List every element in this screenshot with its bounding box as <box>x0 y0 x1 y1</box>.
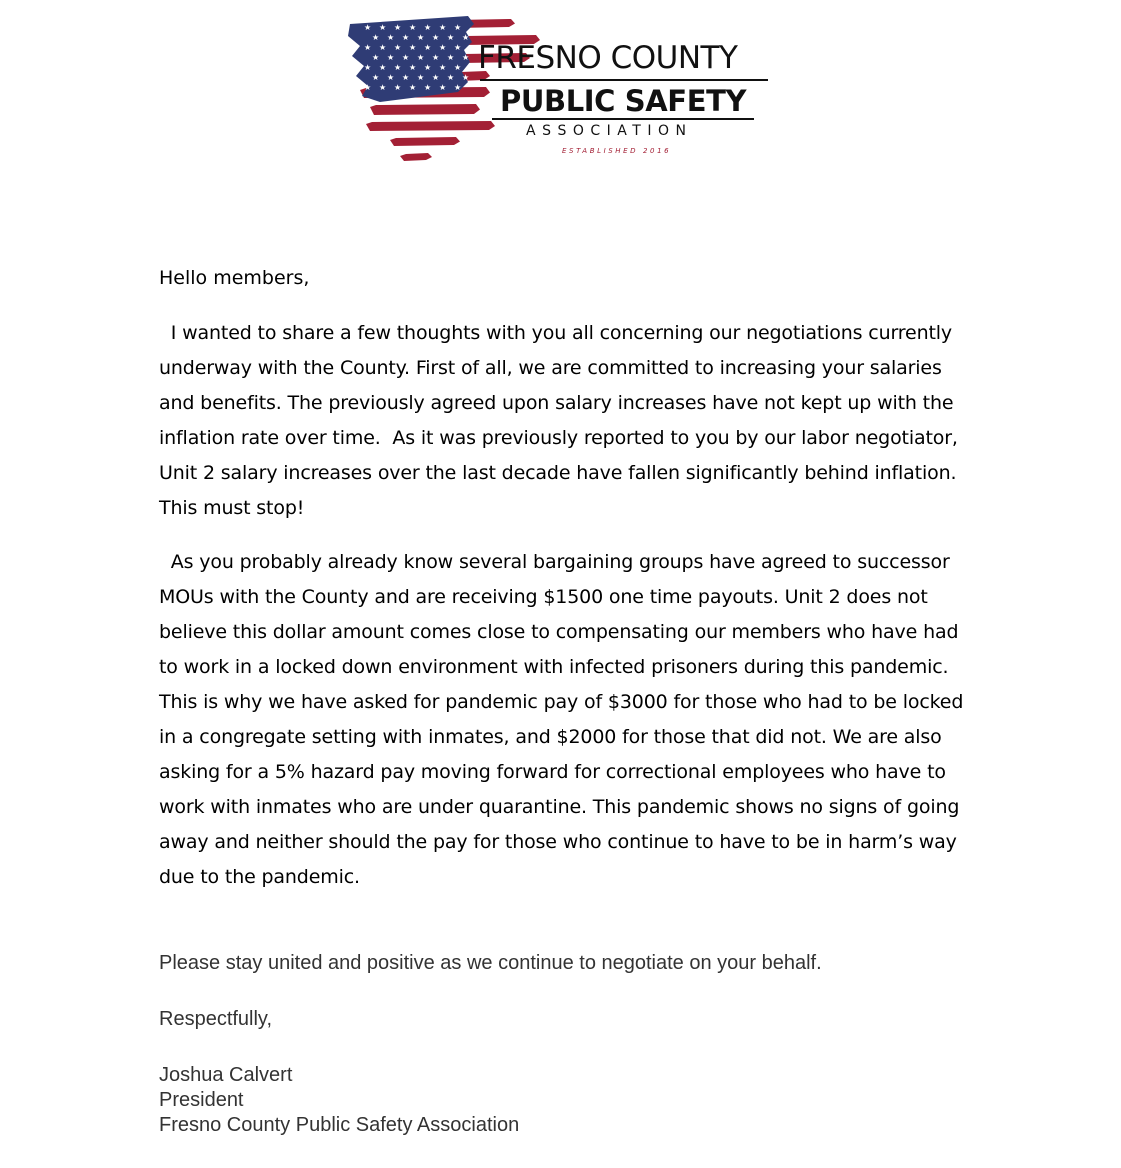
logo-title-line1: FRESNO COUNTY <box>478 40 738 76</box>
flag-star: ★ <box>379 23 387 32</box>
signature-name: Joshua Calvert <box>159 1064 293 1086</box>
flag-star: ★ <box>454 83 462 92</box>
flag-star: ★ <box>379 63 387 72</box>
flag-star: ★ <box>387 73 395 82</box>
flag-star: ★ <box>462 53 470 62</box>
paragraph-pandemic-pay: As you probably already know several bargaining groups have agreed to successor MOUs with the County and are receiving $1500 one time payouts. Unit 2 does not believe this dollar amount comes close to compensating our members who have had to work in a locked down environment with infected prisoners during this pandemic. This is why we have asked for pandemic pay of $3000 for those who had to be locked in a congregate setting with inmates, and $2000 for those that did not. We are also asking for a 5% hazard pay moving forward for correctional employees who have to work with inmates who are under quarantine. This pandemic shows no signs of going away and neither should the pay for those who continue to have to be in harm’s way due to the pandemic. <box>159 551 970 888</box>
signature-title: President <box>159 1089 244 1111</box>
flag-star: ★ <box>372 53 380 62</box>
logo-title-line3: ASSOCIATION <box>526 123 693 139</box>
flag-star: ★ <box>424 23 432 32</box>
flag-star: ★ <box>417 73 425 82</box>
flag-star: ★ <box>454 63 462 72</box>
logo-rule-top <box>480 79 768 81</box>
flag-star: ★ <box>394 83 402 92</box>
flag-star: ★ <box>439 83 447 92</box>
flag-star: ★ <box>432 73 440 82</box>
flag-star: ★ <box>364 83 372 92</box>
flag-star: ★ <box>424 83 432 92</box>
flag-star: ★ <box>409 83 417 92</box>
logo-established: ESTABLISHED 2016 <box>562 147 672 155</box>
flag-star: ★ <box>372 73 380 82</box>
flag-star: ★ <box>439 43 447 52</box>
flag-star: ★ <box>364 63 372 72</box>
flag-star: ★ <box>432 53 440 62</box>
flag-star: ★ <box>409 23 417 32</box>
logo-rule-bottom <box>492 118 754 120</box>
signature-block <box>159 1063 969 1138</box>
flag-star: ★ <box>402 33 410 42</box>
flag-star: ★ <box>424 63 432 72</box>
flag-star: ★ <box>409 63 417 72</box>
flag-stripe <box>400 153 432 161</box>
flag-star: ★ <box>454 23 462 32</box>
regards-line: Respectfully, <box>159 1008 273 1030</box>
flag-star: ★ <box>394 23 402 32</box>
flag-star: ★ <box>402 53 410 62</box>
flag-star: ★ <box>387 33 395 42</box>
flag-star: ★ <box>447 73 455 82</box>
flag-star: ★ <box>379 83 387 92</box>
flag-stripe <box>370 104 480 115</box>
signature-organization: Fresno County Public Safety Association <box>159 1114 520 1136</box>
flag-star: ★ <box>409 43 417 52</box>
flag-star: ★ <box>439 63 447 72</box>
association-logo <box>340 10 780 170</box>
flag-star: ★ <box>379 43 387 52</box>
flag-star: ★ <box>394 63 402 72</box>
flag-star: ★ <box>447 53 455 62</box>
flag-stripe <box>390 137 460 146</box>
flag-star: ★ <box>387 53 395 62</box>
salutation: Hello members, <box>159 267 310 289</box>
flag-star: ★ <box>372 33 380 42</box>
flag-star: ★ <box>432 33 440 42</box>
flag-star: ★ <box>364 23 372 32</box>
logo-title-line2: PUBLIC SAFETY <box>500 84 747 118</box>
flag-star: ★ <box>462 33 470 42</box>
flag-star: ★ <box>439 23 447 32</box>
flag-star: ★ <box>402 73 410 82</box>
closing-line: Please stay united and positive as we continue to negotiate on your behalf. <box>159 952 822 974</box>
flag-star: ★ <box>417 33 425 42</box>
flag-star: ★ <box>454 43 462 52</box>
flag-star: ★ <box>424 43 432 52</box>
flag-star: ★ <box>447 33 455 42</box>
flag-star: ★ <box>462 73 470 82</box>
flag-star: ★ <box>417 53 425 62</box>
flag-star: ★ <box>364 43 372 52</box>
paragraph-negotiations: I wanted to share a few thoughts with you all concerning our negotiations currently underway with the County. First of all, we are committed to increasing your salaries and benefits. The previously agreed upon salary increases have not kept up with the inflation rate over time. As it was previously reported to you by our labor negotiator, Unit 2 salary increases over the last decade have fallen significantly behind inflation. This must stop! <box>159 322 964 519</box>
flag-star: ★ <box>394 43 402 52</box>
flag-stripe <box>366 121 495 131</box>
